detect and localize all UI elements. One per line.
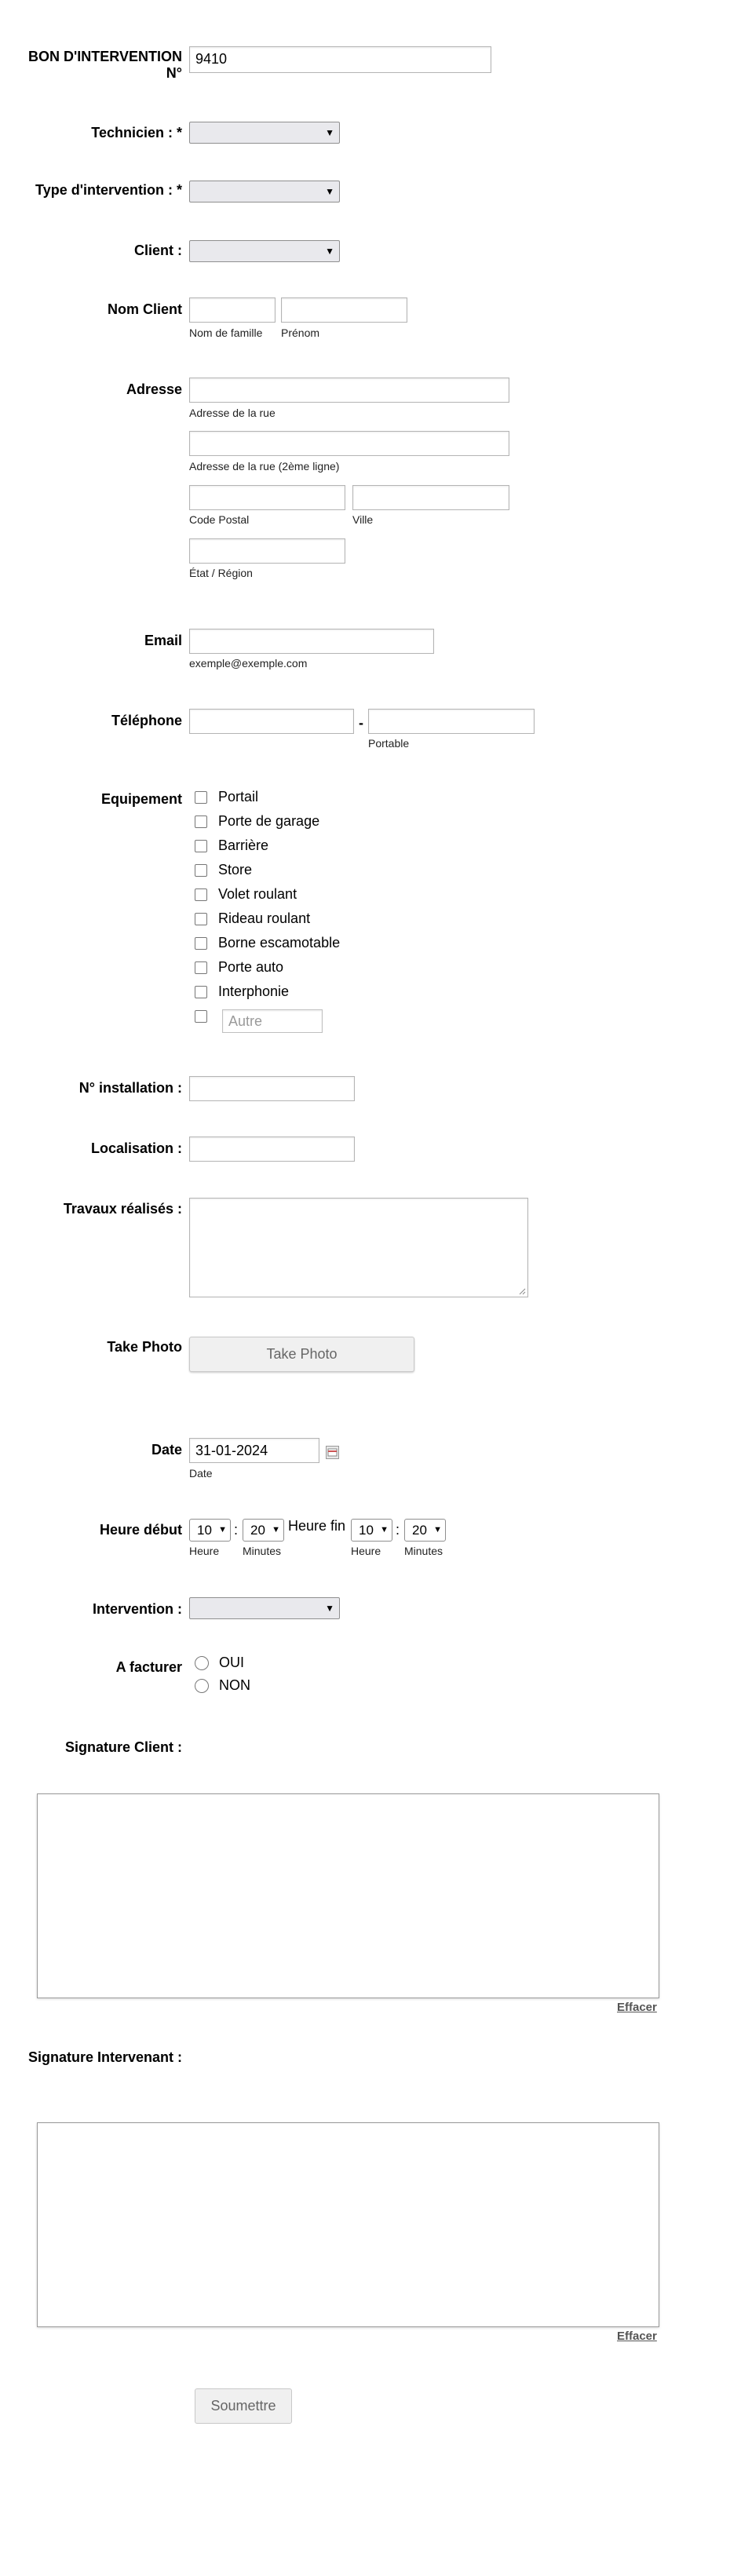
localisation-input[interactable] bbox=[189, 1137, 355, 1162]
chevron-down-icon: ▼ bbox=[325, 1603, 334, 1614]
heure-debut-label: Heure début bbox=[99, 1522, 182, 1538]
checkbox-porte-garage[interactable] bbox=[195, 815, 207, 828]
chevron-down-icon: ▼ bbox=[325, 127, 334, 138]
signature-intervenant-label: Signature Intervenant : bbox=[27, 2049, 182, 2065]
checkbox-porte-auto[interactable] bbox=[195, 961, 207, 974]
phone-separator: - bbox=[359, 715, 363, 731]
date-sublabel: Date bbox=[189, 1467, 213, 1480]
adresse-label: Adresse bbox=[126, 381, 182, 397]
client-select[interactable] bbox=[189, 240, 340, 262]
radio-label-oui: OUI bbox=[219, 1655, 245, 1670]
radio-non[interactable] bbox=[195, 1679, 209, 1693]
intervention-select[interactable] bbox=[189, 1597, 340, 1619]
checkbox-label-store: Store bbox=[218, 862, 253, 878]
technicien-select[interactable] bbox=[189, 122, 340, 144]
debut-hour-sublabel: Heure bbox=[189, 1545, 220, 1557]
checkbox-label-porte-auto: Porte auto bbox=[218, 959, 284, 975]
chevron-down-icon: ▼ bbox=[325, 186, 334, 197]
signature-client-clear-link[interactable]: Effacer bbox=[617, 2001, 657, 2014]
debut-minutes-value: 20 bbox=[250, 1523, 265, 1538]
radio-label-non: NON bbox=[219, 1677, 250, 1693]
equipement-label: Equipement bbox=[100, 791, 182, 807]
date-value: 31-01-2024 bbox=[195, 1443, 268, 1458]
street1-sublabel: Adresse de la rue bbox=[189, 407, 276, 419]
take-photo-button[interactable]: Take Photo bbox=[189, 1337, 414, 1372]
chevron-down-icon: ▼ bbox=[433, 1525, 442, 1534]
photo-label: Take Photo bbox=[107, 1339, 182, 1355]
technicien-label: Technicien : * bbox=[91, 125, 182, 140]
telephone-label: Téléphone bbox=[111, 713, 182, 728]
signature-intervenant-pad[interactable] bbox=[37, 2122, 659, 2327]
debut-colon: : bbox=[234, 1522, 239, 1538]
phone-area-input[interactable] bbox=[189, 709, 354, 734]
bon-value: 9410 bbox=[195, 51, 228, 67]
installation-label: N° installation : bbox=[78, 1080, 182, 1096]
autre-placeholder: Autre bbox=[228, 1013, 263, 1029]
checkbox-label-borne-escamotable: Borne escamotable bbox=[218, 935, 341, 950]
chevron-down-icon: ▼ bbox=[380, 1525, 389, 1534]
first-name-sublabel: Prénom bbox=[281, 327, 320, 339]
intervention-label: Intervention : bbox=[92, 1601, 182, 1617]
client-label: Client : bbox=[134, 243, 182, 258]
region-input[interactable] bbox=[189, 538, 345, 564]
bon-input[interactable] bbox=[189, 46, 491, 73]
last-name-input[interactable] bbox=[189, 297, 276, 323]
debut-minutes-sublabel: Minutes bbox=[243, 1545, 282, 1557]
last-name-sublabel: Nom de famille bbox=[189, 327, 263, 339]
checkbox-label-interphonie: Interphonie bbox=[218, 983, 290, 999]
chevron-down-icon: ▼ bbox=[272, 1525, 280, 1534]
checkbox-label-porte-garage: Porte de garage bbox=[218, 813, 320, 829]
heure-fin-label: Heure fin bbox=[288, 1518, 346, 1534]
checkbox-autre[interactable] bbox=[195, 1010, 207, 1023]
localisation-label: Localisation : bbox=[90, 1140, 182, 1156]
checkbox-label-volet-roulant: Volet roulant bbox=[218, 886, 297, 902]
debut-minutes-select[interactable] bbox=[243, 1519, 284, 1542]
fin-minutes-select[interactable] bbox=[404, 1519, 446, 1542]
region-sublabel: État / Région bbox=[189, 567, 253, 579]
type-intervention-select[interactable] bbox=[189, 181, 340, 203]
checkbox-label-portail: Portail bbox=[218, 789, 259, 805]
checkbox-barriere[interactable] bbox=[195, 840, 207, 852]
chevron-down-icon: ▼ bbox=[218, 1525, 227, 1534]
date-label: Date bbox=[151, 1442, 182, 1458]
fin-minutes-sublabel: Minutes bbox=[404, 1545, 443, 1557]
autre-input[interactable] bbox=[222, 1009, 323, 1033]
fin-hour-select[interactable] bbox=[351, 1519, 392, 1542]
street2-input[interactable] bbox=[189, 431, 509, 456]
type-intervention-label: Type d'intervention : * bbox=[35, 182, 182, 198]
fin-hour-value: 10 bbox=[359, 1523, 374, 1538]
phone-sublabel: Portable bbox=[368, 737, 410, 750]
first-name-input[interactable] bbox=[281, 297, 407, 323]
radio-oui[interactable] bbox=[195, 1656, 209, 1670]
city-sublabel: Ville bbox=[352, 513, 374, 526]
nom-client-label: Nom Client bbox=[107, 301, 182, 317]
fin-hour-sublabel: Heure bbox=[351, 1545, 381, 1557]
checkbox-store[interactable] bbox=[195, 864, 207, 877]
submit-button[interactable]: Soumettre bbox=[195, 2388, 292, 2424]
city-input[interactable] bbox=[352, 485, 509, 510]
checkbox-rideau-roulant[interactable] bbox=[195, 913, 207, 925]
calendar-icon[interactable] bbox=[326, 1446, 339, 1459]
signature-client-label: Signature Client : bbox=[64, 1739, 182, 1755]
fin-colon: : bbox=[396, 1522, 400, 1538]
travaux-textarea[interactable] bbox=[189, 1198, 528, 1297]
checkbox-volet-roulant[interactable] bbox=[195, 888, 207, 901]
bon-label: BON D'INTERVENTION N° bbox=[28, 49, 182, 81]
checkbox-label-barriere: Barrière bbox=[218, 837, 269, 853]
debut-hour-value: 10 bbox=[197, 1523, 212, 1538]
chevron-down-icon: ▼ bbox=[325, 246, 334, 257]
street2-sublabel: Adresse de la rue (2ème ligne) bbox=[189, 460, 340, 473]
email-label: Email bbox=[144, 633, 182, 648]
email-input[interactable] bbox=[189, 629, 434, 654]
installation-input[interactable] bbox=[189, 1076, 355, 1101]
signature-client-pad[interactable] bbox=[37, 1793, 659, 1998]
postal-code-input[interactable] bbox=[189, 485, 345, 510]
facturer-label: A facturer bbox=[115, 1659, 182, 1675]
travaux-label: Travaux réalisés : bbox=[63, 1201, 182, 1217]
postal-code-sublabel: Code Postal bbox=[189, 513, 250, 526]
checkbox-interphonie[interactable] bbox=[195, 986, 207, 998]
signature-intervenant-clear-link[interactable]: Effacer bbox=[617, 2330, 657, 2343]
street1-input[interactable] bbox=[189, 378, 509, 403]
phone-number-input[interactable] bbox=[368, 709, 535, 734]
checkbox-label-rideau-roulant: Rideau roulant bbox=[218, 910, 311, 926]
debut-hour-select[interactable] bbox=[189, 1519, 231, 1542]
fin-minutes-value: 20 bbox=[412, 1523, 427, 1538]
checkbox-portail[interactable] bbox=[195, 791, 207, 804]
date-input[interactable] bbox=[189, 1438, 319, 1463]
checkbox-borne-escamotable[interactable] bbox=[195, 937, 207, 950]
email-sublabel: exemple@exemple.com bbox=[189, 657, 308, 670]
resize-handle-icon[interactable] bbox=[518, 1287, 526, 1295]
